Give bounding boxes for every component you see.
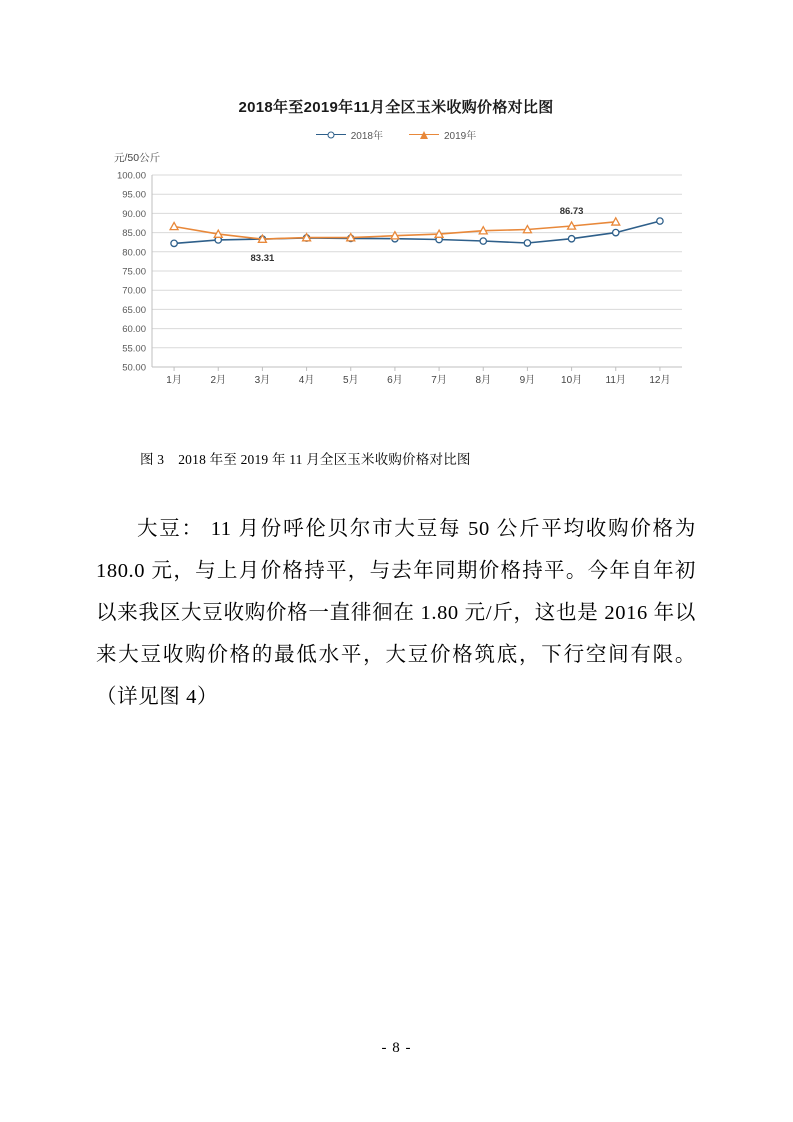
svg-text:86.73: 86.73 [559, 205, 584, 217]
svg-text:85.00: 85.00 [122, 228, 146, 240]
page-footer: - 8 - [381, 1040, 412, 1056]
svg-text:80.00: 80.00 [122, 247, 146, 259]
svg-text:60.00: 60.00 [122, 324, 146, 336]
svg-text:8月: 8月 [475, 375, 492, 386]
legend-label-2018: 2018年 [350, 131, 383, 142]
svg-text:9月: 9月 [519, 375, 536, 386]
figure-caption [140, 448, 471, 468]
svg-text:11月: 11月 [605, 375, 626, 386]
svg-text:4月: 4月 [298, 375, 315, 386]
svg-text:95.00: 95.00 [122, 189, 146, 201]
legend-line-2019 [409, 134, 439, 135]
chart-legend [96, 127, 696, 142]
figure-caption-label: 图 3 [140, 452, 165, 467]
svg-text:3月: 3月 [254, 375, 271, 386]
chart-container [96, 96, 696, 397]
svg-text:50.00: 50.00 [122, 362, 146, 374]
svg-text:1月: 1月 [166, 375, 182, 386]
svg-text:75.00: 75.00 [122, 266, 146, 278]
svg-text:6月: 6月 [387, 375, 403, 386]
svg-text:65.00: 65.00 [122, 304, 146, 316]
svg-text:2月: 2月 [210, 375, 227, 386]
triangle-marker-icon [420, 131, 428, 139]
circle-marker-icon [327, 132, 334, 139]
svg-text:55.00: 55.00 [122, 343, 146, 355]
chart-title: 2018年至2019年11月全区玉米收购价格对比图 [238, 99, 554, 116]
figure-caption-text: 2018 年至 2019 年 11 月全区玉米收购价格对比图 [178, 452, 471, 467]
svg-text:90.00: 90.00 [122, 208, 146, 220]
svg-text:83.31: 83.31 [250, 253, 275, 265]
chart-svg [96, 167, 696, 397]
legend-line-2018 [316, 134, 346, 135]
svg-text:5月: 5月 [342, 375, 359, 386]
svg-text:12月: 12月 [649, 375, 671, 386]
svg-text:7月: 7月 [431, 375, 447, 386]
y-axis-unit-label: 元/50公斤 [114, 152, 161, 164]
legend-item-2018 [316, 127, 383, 142]
legend-label-2019: 2019年 [444, 131, 477, 142]
svg-text:70.00: 70.00 [122, 285, 146, 297]
svg-text:10月: 10月 [561, 375, 583, 386]
body-paragraph: 大豆： 11 月份呼伦贝尔市大豆每 50 公斤平均收购价格为 180.0 元，与上月价格持平，与去年同期价格持平。今年自年初以来我区大豆收购价格一直徘徊在 1.80 元/斤，这也是 2016 年以来大豆收购价格的最低水平，大豆价格筑底，下行空间有限。（详见图 4） [96, 518, 696, 708]
legend-item-2019 [409, 127, 476, 142]
chart-plot-area [96, 167, 696, 397]
svg-text:100.00: 100.00 [116, 170, 146, 182]
